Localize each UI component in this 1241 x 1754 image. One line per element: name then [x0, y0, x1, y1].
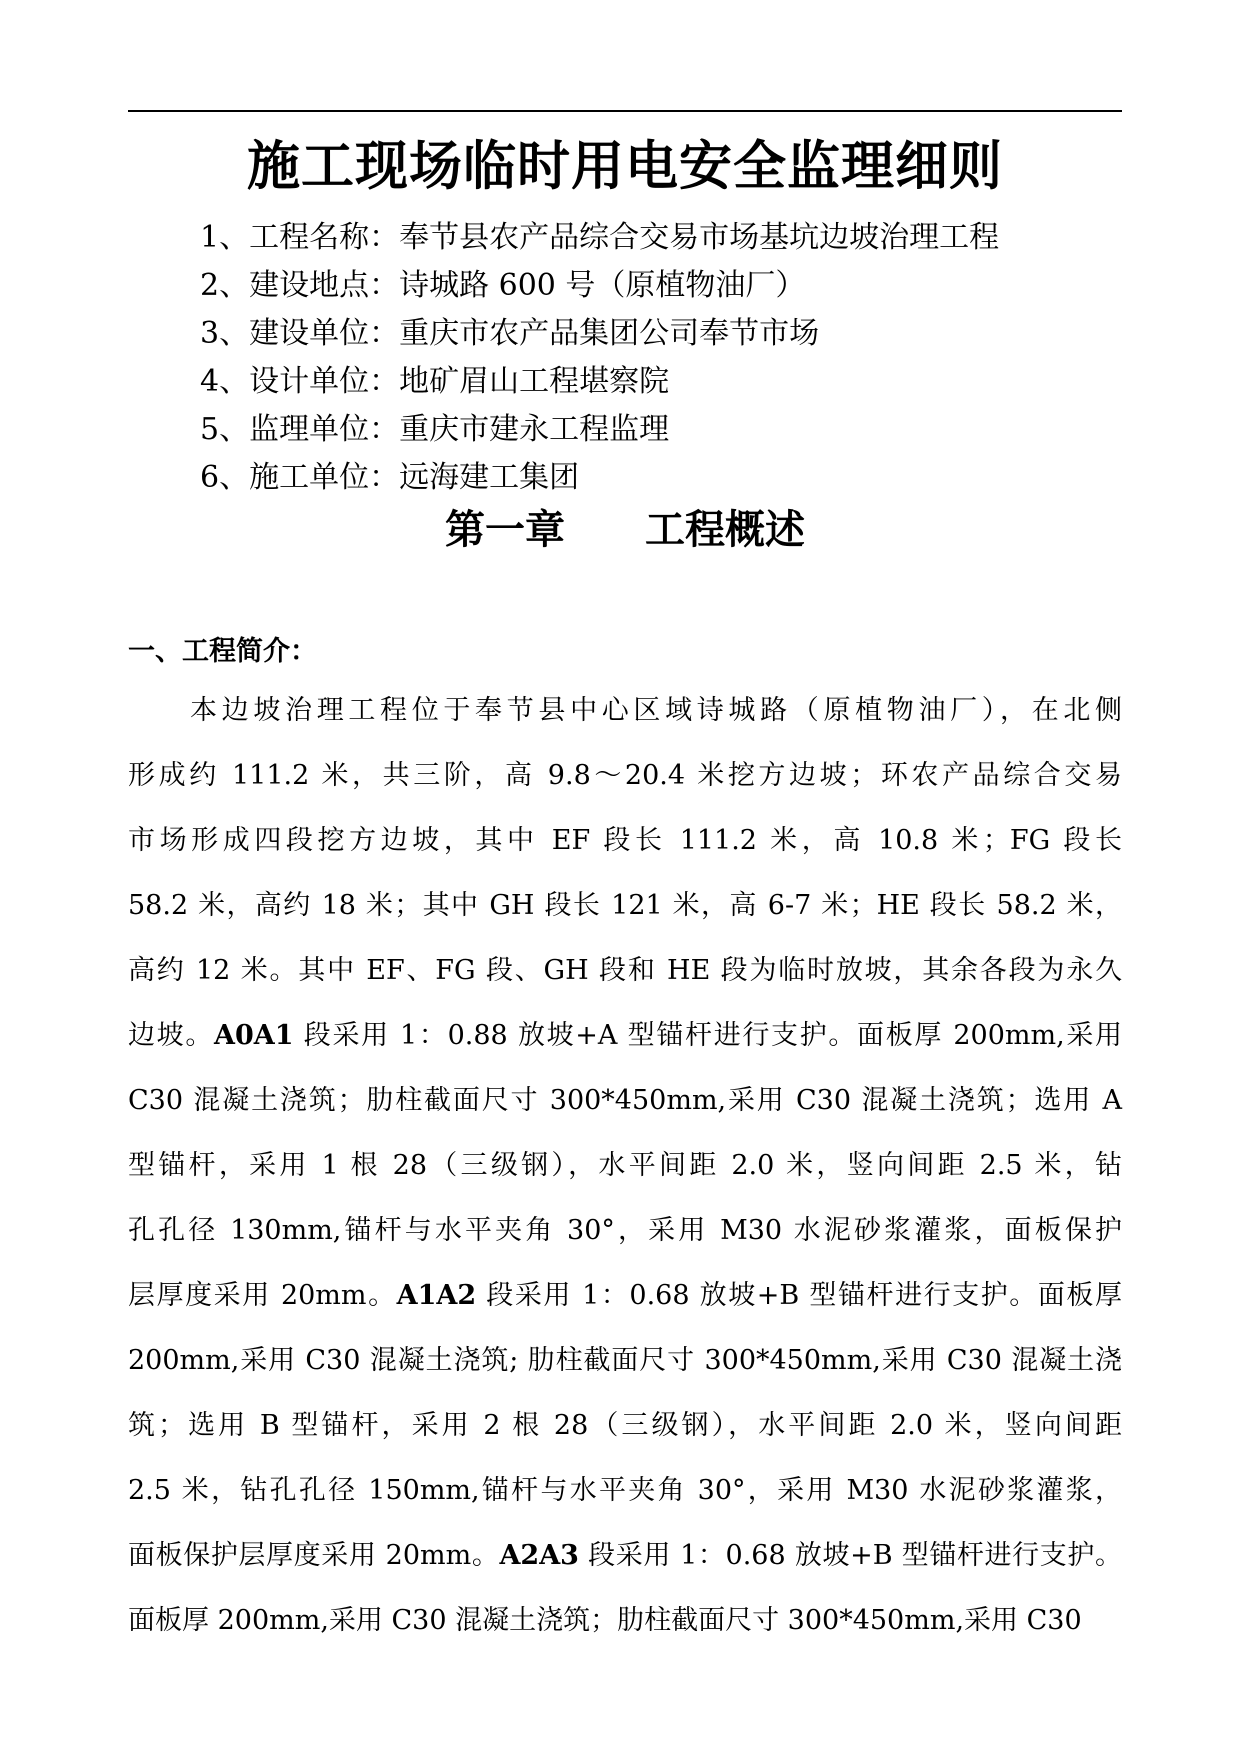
body-line: 孔孔径 130mm,锚杆与水平夹角 30°，采用 M30 水泥砂浆灌浆，面板保护: [128, 1215, 1122, 1246]
body-line: C30 混凝土浇筑；肋柱截面尺寸 300*450mm,采用 C30 混凝土浇筑；选用 A: [128, 1085, 1122, 1116]
chapter-heading: 第一章 工程概述: [445, 506, 805, 553]
project-info-list: [200, 214, 999, 502]
body-line: 2.5 米，钻孔孔径 150mm,锚杆与水平夹角 30°，采用 M30 水泥砂浆灌浆，: [128, 1475, 1122, 1506]
info-item-location: 2、建设地点：诗城路 600 号（原植物油厂）: [200, 268, 806, 303]
body-line: 筑；选用 B 型锚杆，采用 2 根 28（三级钢），水平间距 2.0 米，竖向间距: [128, 1410, 1122, 1441]
body-line-text: 面板保护层厚度采用 20mm。: [128, 1540, 500, 1571]
body-line-text: 边坡。: [128, 1020, 215, 1051]
section-heading: 一、工程简介：: [128, 636, 317, 667]
body-line-text: 层厚度采用 20mm。: [128, 1280, 397, 1311]
segment-text-a2a3: 段采用 1：0.68 放坡+B 型锚杆进行支护。: [578, 1540, 1122, 1571]
body-line: 本边坡治理工程位于奉节县中心区域诗城路（原植物油厂），在北侧: [190, 695, 1122, 726]
body-line: 形成约 111.2 米，共三阶，高 9.8～20.4 米挖方边坡；环农产品综合交易: [128, 760, 1122, 791]
document-title: 施工现场临时用电安全监理细则: [247, 135, 1003, 197]
body-line: 高约 12 米。其中 EF、FG 段、GH 段和 HE 段为临时放坡，其余各段为永久: [128, 955, 1122, 986]
body-line: 58.2 米，高约 18 米；其中 GH 段长 121 米，高 6-7 米；HE 段长 58.2 米，: [128, 890, 1122, 921]
top-rule: [128, 110, 1122, 112]
info-item-designer: 4、设计单位：地矿眉山工程堪察院: [200, 364, 670, 399]
segment-label-a0a1: A0A1: [214, 1020, 294, 1051]
body-line: [128, 1263, 1122, 1328]
segment-text-a0a1: 段采用 1：0.88 放坡+A 型锚杆进行支护。面板厚 200mm,采用: [293, 1020, 1123, 1051]
segment-label-a2a3: A2A3: [499, 1540, 579, 1571]
body-line: 市场形成四段挖方边坡，其中 EF 段长 111.2 米，高 10.8 米；FG 段长: [128, 825, 1122, 856]
body-text: [128, 678, 1122, 1653]
info-item-supervisor: 5、监理单位：重庆市建永工程监理: [200, 412, 670, 447]
body-line: [128, 1523, 1122, 1588]
body-line: 型锚杆，采用 1 根 28（三级钢），水平间距 2.0 米，竖向间距 2.5 米，钻: [128, 1150, 1122, 1181]
segment-label-a1a2: A1A2: [396, 1280, 477, 1311]
info-item-project-name: 1、工程名称：奉节县农产品综合交易市场基坑边坡治理工程: [200, 220, 1000, 255]
body-line: 200mm,采用 C30 混凝土浇筑; 肋柱截面尺寸 300*450mm,采用 C30 混凝土浇: [128, 1345, 1122, 1376]
info-item-contractor: 6、施工单位：远海建工集团: [200, 460, 580, 495]
info-item-owner: 3、建设单位：重庆市农产品集团公司奉节市场: [200, 316, 820, 351]
segment-text-a1a2: 段采用 1：0.68 放坡+B 型锚杆进行支护。面板厚: [476, 1280, 1122, 1311]
body-line: 面板厚 200mm,采用 C30 混凝土浇筑；肋柱截面尺寸 300*450mm,采用 C30: [128, 1605, 1082, 1636]
body-line: [128, 1003, 1122, 1068]
